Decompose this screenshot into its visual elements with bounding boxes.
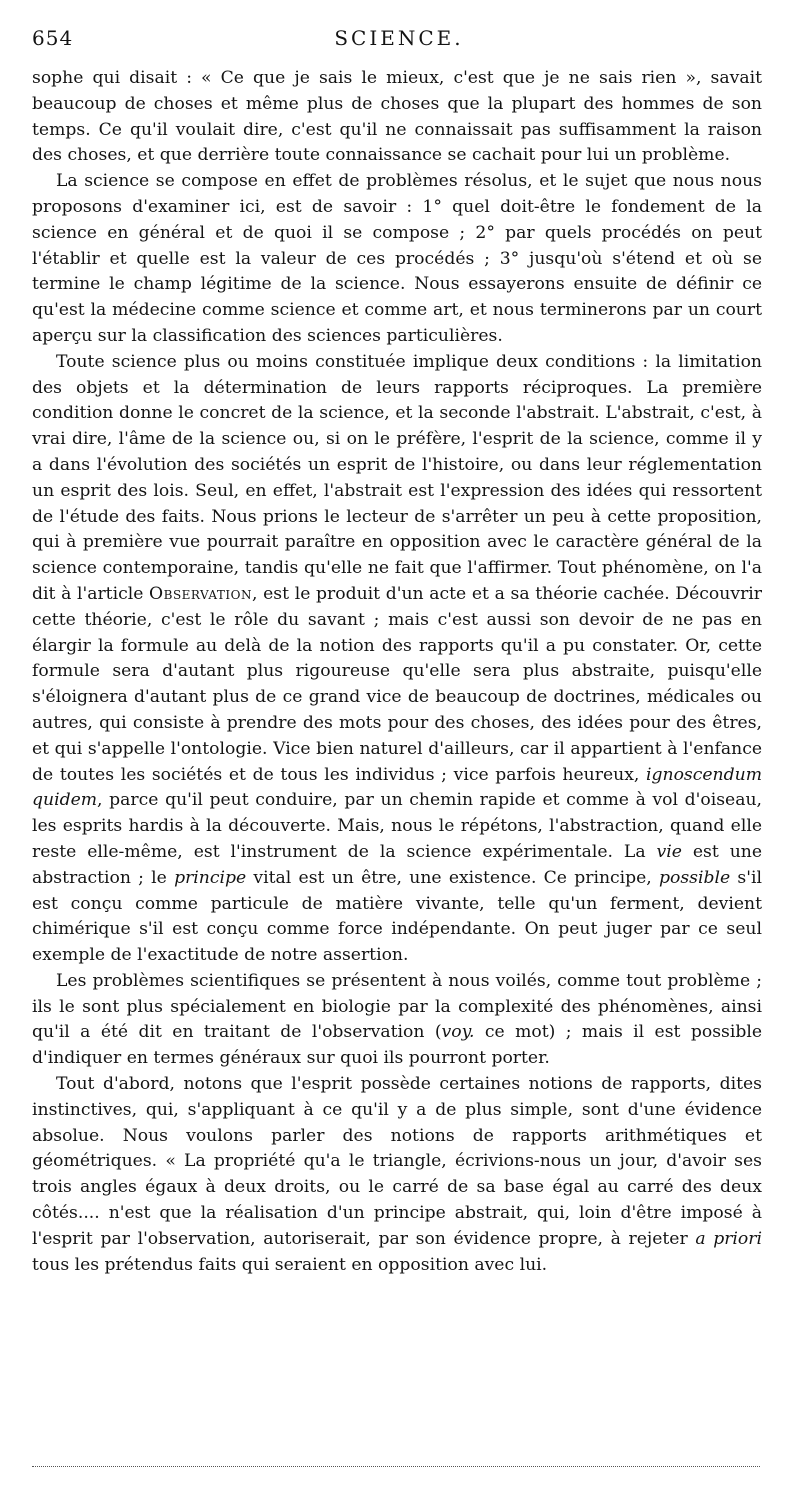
paragraph-5 xyxy=(32,1072,762,1278)
italic-phrase-a-priori: a priori xyxy=(695,1228,762,1249)
paragraph-4-text: Les problèmes scientifiques se présentent à nous voilés, comme tout problème ; ils le sont plus spécialement en biologie par la complexité des phénomènes, ainsi qu'il a été dit en traitant de l'observation ( xyxy=(32,970,762,1043)
article-body xyxy=(32,66,762,1278)
italic-term-vie: vie xyxy=(656,841,682,862)
paragraph-3-text: , parce qu'il peut conduire, par un chemin rapide et comme à vol d'oiseau, les esprits hardis à la découverte. Mais, nous le répétons, l'abstraction, quand elle reste elle-même, est l'instrument de la science expérimentale. La xyxy=(32,790,762,862)
paragraph-1: sophe qui disait : « Ce que je sais le mieux, c'est que je ne sais rien », savait beaucoup de choses et même plus de choses que la plupart des hommes de son temps. Ce qu'il voulait dire, c'est qu'il ne connaissait pas suffisamment la raison des choses, et que derrière toute connaissance se cachait pour lui un problème. xyxy=(32,68,762,166)
italic-abbrev-voy: voy. xyxy=(441,1022,475,1043)
paragraph-3-text: Toute science plus ou moins constituée implique deux conditions : la limitation des objets et la détermination de leurs rapports réciproques. La première condition donne le concret de la science, et la seconde l'abstrait. L'abstrait, c'est, à vrai dire, l'âme de la science ou, si on le préfère, l'esprit de la science, comme il y a dans l'évolution des sociétés un esprit de l'histoire, ou dans leur réglementation un esprit des lois. Seul, en effet, l'abstrait est l'expression des idées qui ressortent de l'étude des faits. Nous prions le lecteur de s'arrêter un peu à cette proposition, qui à première vue pourrait paraître en opposition avec le caractère général de la science contemporaine, tandis qu'elle ne fait que l'affirmer. Tout phénomène, on l'a dit à l'article xyxy=(32,351,762,604)
running-header xyxy=(32,26,766,60)
paragraph-3-text: est une abstraction ; le xyxy=(32,841,762,888)
paragraph-3-text: s'il est conçu comme particule de matière vivante, telle qu'un ferment, devient chimérique s'il est conçu comme force indépendante. On peut juger par ce seul exemple de l'exactitude de notre assertion. xyxy=(32,867,762,966)
paragraph-4 xyxy=(32,969,762,1072)
footer-dotted-rule xyxy=(32,1466,760,1467)
paragraph-3-text: vital est un être, une existence. Ce principe, xyxy=(246,867,660,888)
paragraph-5-text: tous les prétendus faits qui seraient en opposition avec lui. xyxy=(32,1254,548,1275)
page-number: 654 xyxy=(32,26,74,50)
latin-phrase: ignoscendum quidem xyxy=(32,764,762,811)
paragraph-2: La science se compose en effet de problèmes résolus, et le sujet que nous nous proposons d'examiner ici, est de savoir : 1° quel doit-être le fondement de la science en général et de quoi il se compose ; 2° par quels procédés on peut l'établir et quelle est la valeur de ces procédés ; 3° jusqu'où s'étend et où se termine le champ légitime de la science. Nous essayerons ensuite de définir ce qu'est la médecine comme science et comme art, et nous terminerons par un court aperçu sur la classification des sciences particulières. xyxy=(32,171,762,346)
paragraph-4-text: ce mot) ; mais il est possible d'indiquer en termes généraux sur quoi ils pourront porter. xyxy=(32,1022,762,1069)
running-title: SCIENCE. xyxy=(334,26,464,50)
italic-term-possible: possible xyxy=(659,867,731,888)
paragraph-5-text: Tout d'abord, notons que l'esprit possède certaines notions de rapports, dites instinctives, qui, s'appliquant à ce qu'il y a de plus simple, sont d'une évidence absolue. Nous voulons parler des notions de rapports arithmétiques et géométriques. « La propriété qu'a le triangle, écrivions-nous un jour, d'avoir ses trois angles égaux à deux droits, ou le carré de sa base égal au carré des deux côtés.... n'est que la réalisation d'un principe abstrait, qui, loin d'être imposé à l'esprit par l'observation, autoriserait, par son évidence propre, à rejeter xyxy=(32,1074,762,1249)
cross-reference-observation: Observation xyxy=(149,583,252,604)
paragraph-3 xyxy=(32,350,762,969)
paragraph-3-text: , est le produit d'un acte et a sa théorie cachée. Découvrir cette théorie, c'est le rôle du savant ; mais c'est aussi son devoir de ne pas en élargir la formule au delà de la notion des rapports qu'il a pu constater. Or, cette formule sera d'autant plus rigoureuse qu'elle sera plus abstraite, puisqu'elle s'éloignera d'autant plus de ce grand vice de beaucoup de doctrines, médicales ou autres, qui consiste à prendre des mots pour des choses, des idées pour des êtres, et qui s'appelle l'ontologie. Vice bien naturel d'ailleurs, car il appartient à l'enfance de toutes les sociétés et de tous les individus ; vice parfois heureux, xyxy=(32,583,762,785)
italic-term-principe: principe xyxy=(174,867,247,888)
